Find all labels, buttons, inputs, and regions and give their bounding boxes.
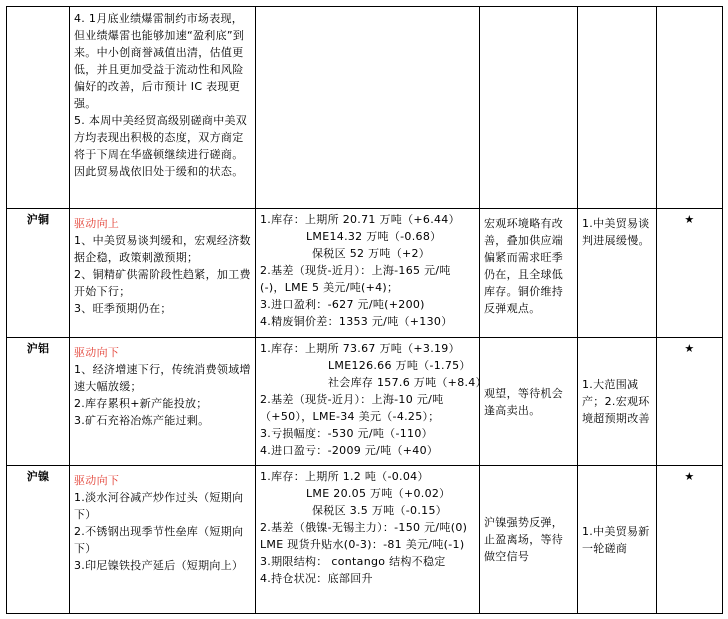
data-line: 1.库存：上期所 20.71 万吨（+6.44） xyxy=(260,213,460,226)
data-line: LME 20.05 万吨（+0.02） xyxy=(306,487,451,500)
star-icon: ★ xyxy=(657,466,723,614)
data-line: 保税区 52 万吨（+2） xyxy=(312,247,431,260)
table-row-top xyxy=(7,7,723,209)
data-line: 保税区 3.5 万吨（-0.15） xyxy=(312,504,448,517)
view-cell: 宏观环境略有改善，叠加供应端偏紧而需求旺季仍在，且全球低库存。铜价维持反弹观点。 xyxy=(480,209,578,338)
risk-cell: 1.大范围减产；2.宏观环境超预期改善 xyxy=(578,338,657,466)
data-line: 3.亏损幅度：-530 元/吨（-110） xyxy=(260,427,433,440)
macro-notes-cell xyxy=(70,7,256,209)
star-icon: ★ xyxy=(657,209,723,338)
driver-item: 2、铜精矿供需阶段性趋紧，加工费开始下行； xyxy=(74,268,251,298)
view-cell: 观望，等待机会逢高卖出。 xyxy=(480,338,578,466)
data-line: LME14.32 万吨（-0.68） xyxy=(306,230,442,243)
driver-cell xyxy=(70,209,256,338)
data-line: LME126.66 万吨（-1.75） xyxy=(328,359,471,372)
driver-title: 驱动向上 xyxy=(74,217,120,230)
driver-title: 驱动向下 xyxy=(74,474,120,487)
note-5: 5. 本周中美经贸高级别磋商中美双方均表现出积极的态度，双方商定将于下周在华盛顿继续进行磋商。因此贸易战依旧处于缓和的状态。 xyxy=(74,114,248,178)
driver-item: 3.印尼镍铁投产延后（短期向上） xyxy=(74,559,244,572)
commodity-name: 沪铝 xyxy=(7,338,70,466)
risk-cell: 1.中美贸易新一轮磋商 xyxy=(578,466,657,614)
commodity-name: 沪铜 xyxy=(7,209,70,338)
blank-cell xyxy=(256,7,480,209)
data-line: 4.进口盈亏：-2009 元/吨（+40） xyxy=(260,444,439,457)
data-line: LME 现货升贴水(0-3)：-81 美元/吨(-1) xyxy=(260,538,465,551)
commodity-table xyxy=(6,6,723,614)
data-line: 2.基差（现货-近月）：上海-10 元/吨（+50），LME-34 美元（-4.25）； xyxy=(260,393,444,423)
data-line: 4.精废铜价差：1353 元/吨（+130） xyxy=(260,315,453,328)
driver-item: 3、旺季预期仍在； xyxy=(74,302,172,315)
driver-item: 1.淡水河谷减产炒作过头（短期向下） xyxy=(74,491,244,521)
risk-cell: 1.中美贸易谈判进展缓慢。 xyxy=(578,209,657,338)
view-cell: 沪镍强势反弹，止盈离场，等待做空信号 xyxy=(480,466,578,614)
blank-cell xyxy=(578,7,657,209)
blank-cell xyxy=(657,7,723,209)
data-line: 1.库存：上期所 73.67 万吨（+3.19） xyxy=(260,342,460,355)
data-line: 4.持仓状况：底部回升 xyxy=(260,572,373,585)
data-line: 3.进口盈利：-627 元/吨(+200) xyxy=(260,298,425,311)
note-4: 4. 1月底业绩爆雷制约市场表现，但业绩爆雷也能够加速“盈利底”到来。中小创商誉减值出清，估值更低，并且更加受益于流动性和风险偏好的改善，后市预计 IC 表现更强。 xyxy=(74,12,245,110)
table-row-aluminium xyxy=(7,338,723,466)
data-cell xyxy=(256,209,480,338)
data-line: 3.期限结构： contango 结构不稳定 xyxy=(260,555,446,568)
table-row-copper xyxy=(7,209,723,338)
table-row-nickel xyxy=(7,466,723,614)
driver-item: 2.库存累积+新产能投放； xyxy=(74,397,208,410)
driver-title: 驱动向下 xyxy=(74,346,120,359)
data-line: 1.库存：上期所 1.2 吨（-0.04） xyxy=(260,470,429,483)
driver-cell xyxy=(70,466,256,614)
driver-item: 3.矿石充裕冶炼产能过剩。 xyxy=(74,414,210,427)
commodity-name: 沪镍 xyxy=(7,466,70,614)
data-line: 2.基差（现货-近月）：上海-165 元/吨(-)，LME 5 美元/吨(+4)； xyxy=(260,264,451,294)
driver-item: 1、经济增速下行，传统消费领域增速大幅放缓； xyxy=(74,363,251,393)
data-line: 2.基差（俄镍-无锡主力）：-150 元/吨(0) xyxy=(260,521,468,534)
blank-cell xyxy=(480,7,578,209)
data-line: 社会库存 157.6 万吨（+8.4） xyxy=(328,376,487,389)
data-cell xyxy=(256,466,480,614)
data-cell xyxy=(256,338,487,466)
driver-item: 1、中美贸易谈判缓和，宏观经济数据企稳，政策刺激预期； xyxy=(74,234,251,264)
blank-cell xyxy=(7,7,70,209)
driver-cell xyxy=(70,338,256,466)
star-icon: ★ xyxy=(657,338,723,466)
driver-item: 2.不锈钢出现季节性垒库（短期向下） xyxy=(74,525,244,555)
